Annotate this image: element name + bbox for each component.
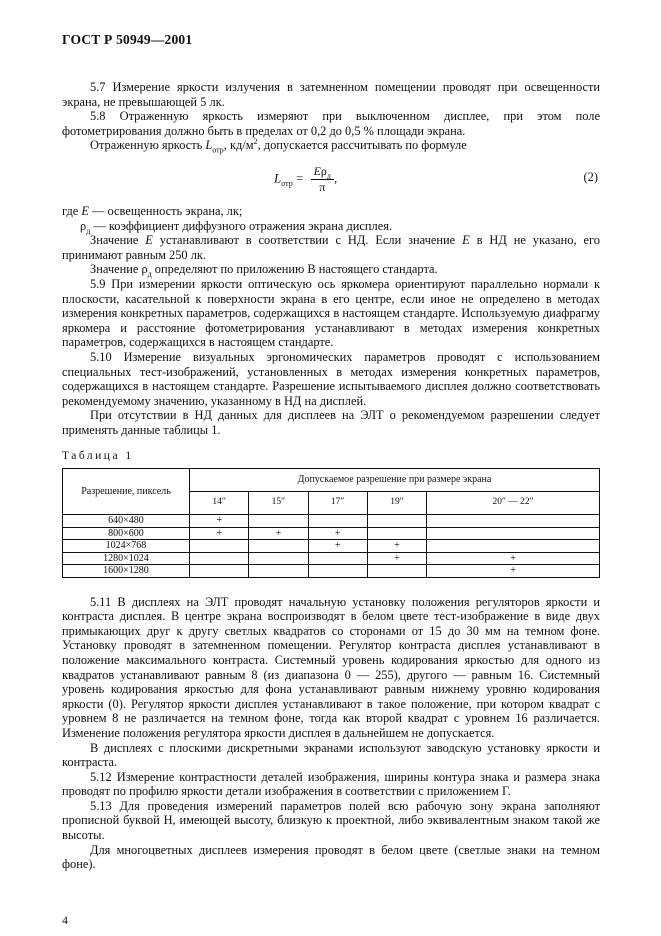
paragraph-flat: В дисплеях с плоскими дискретными экранами используют заводскую установку яркости и контраста. [62,740,600,770]
paragraph-rho-value: Значение $\rho_д$ определяют по приложению В настоящего стандарта. [90,262,438,279]
paragraph-5-13: 5.13 Для проведения измерений параметров полей всю рабочую зону экрана заполняют прописной буквой Н, имеющей высоту, близкую к проектной, либо эквивалентным знаком такой же высоты. [62,798,600,843]
table-caption: Таблица 1 [62,450,134,463]
table-row: 640×480 + [63,515,600,528]
size-20-22: 20″ — 22″ [427,492,600,515]
size-15: 15″ [249,492,308,515]
table-row: 1280×1024 + + [63,552,600,565]
paragraph-e-value: Значение E устанавливают в соответствии с НД. Если значение E в НД не указано, его принимают равным 250 лк. [62,233,600,262]
body-text [62,80,600,872]
size-19: 19″ [367,492,426,515]
resolution-table [62,468,600,578]
table-row: 1024×768 + + [63,540,600,553]
paragraph-5-11: 5.11 В дисплеях на ЭЛТ проводят начальную установку положения регуляторов яркости и контраста дисплея. В центре экрана воспроизводят в белом цвете тест-изображение в виде двух примыкающих друг к другу светлых квадратов со сторонами от 15 до 30 мм на темном фоне. Установку проводят в затемненном помещении. Регулятор контраста дисплея устанавливают в положение максимального контраста. Системный уровень кодирования яркостью для одного из квадратов устанавливают равным 8 (из диапазона 0 — 255), другого — равным 16. Системный уровень кодирования яркостью для фона устанавливают равным нижнему уровню кодирования яркости (0). Регулятор яркости дисплея устанавливают в такое положение, при котором квадрат с уровнем 8 не различается на темном фоне, тогда как второй квадрат с уровнем 16 различается. Изменение положения регулятора яркости дисплея в дальнейшем не допускается. [62,594,600,740]
paragraph-color: Для многоцветных дисплеев измерения проводят в белом цвете (светлые знаки на темном фоне). [62,842,600,872]
paragraph-crt: При отсутствии в НД данных для дисплеев на ЭЛТ о рекомендуемом разрешении следует применять данные таблицы 1. [62,408,600,437]
formula-intro: Отраженную яркость $L_{отр}$, $кд/м^2$, допускается рассчитывать по формуле [90,137,467,155]
table-row: 1600×1280 + [63,565,600,578]
paragraph-5-9: 5.9 При измерении яркости оптическую ось яркомера ориентируют параллельно нормали к плоскости, касательной к поверхности экрана в его центре, если иное не определено в методах измерения конкретных параметров, содержащихся в настоящем стандарте. Используемую диафрагму яркомера и расстояние фотометрирования устанавливают в методах измерения конкретных параметров, содержащихся в настоящем стандарте. [62,276,600,350]
table-row: 800×600 + + + [63,527,600,540]
paragraph-5-10: 5.10 Измерение визуальных эргономических параметров проводят с использованием специальных тест-изображений, установленных в методах измерения конкретных параметров, содержащихся в настоящем стандарте. Разрешение испытываемого дисплея должно соответствовать рекомендуемому значению, указанному в НД на дисплей. [62,349,600,408]
page-header: ГОСТ Р 50949—2001 [62,32,193,47]
size-14: 14″ [190,492,249,515]
formula-2: $L_{отр}$ = $\frac{E\rho_д}{\pi}$ , (2) [274,163,598,194]
paragraph-5-7: 5.7 Измерение яркости излучения в затемненном помещении проводят при освещенности экрана, не превышающей 5 лк. [62,80,600,109]
size-17: 17″ [308,492,367,515]
page-number: 4 [62,913,68,927]
formula-number: (2) [583,169,598,184]
group-header: Допускаемое разрешение при размере экрана [190,469,600,492]
paragraph-5-8: 5.8 Отраженную яркость измеряют при выключенном дисплее, при этом поле фотометрирования должно быть в пределах от 0,2 до 0,5 % площади экрана. [62,109,600,138]
where-rho: $\rho_д$ — коэффициент диффузного отражения экрана дисплея. [80,218,393,236]
col-resolution-header: Разрешение, пиксель [63,469,190,515]
paragraph-5-12: 5.12 Измерение контрастности деталей изображения, ширины контура знака и размера знака проводят по профилю яркости детали изображения в соответствии с приложением Г. [62,769,600,799]
table-header-row [63,469,600,492]
fraction: $\frac{E\rho_д}{\pi}$ [311,165,334,194]
where-e: где E — освещенность экрана, лк; [62,203,243,218]
